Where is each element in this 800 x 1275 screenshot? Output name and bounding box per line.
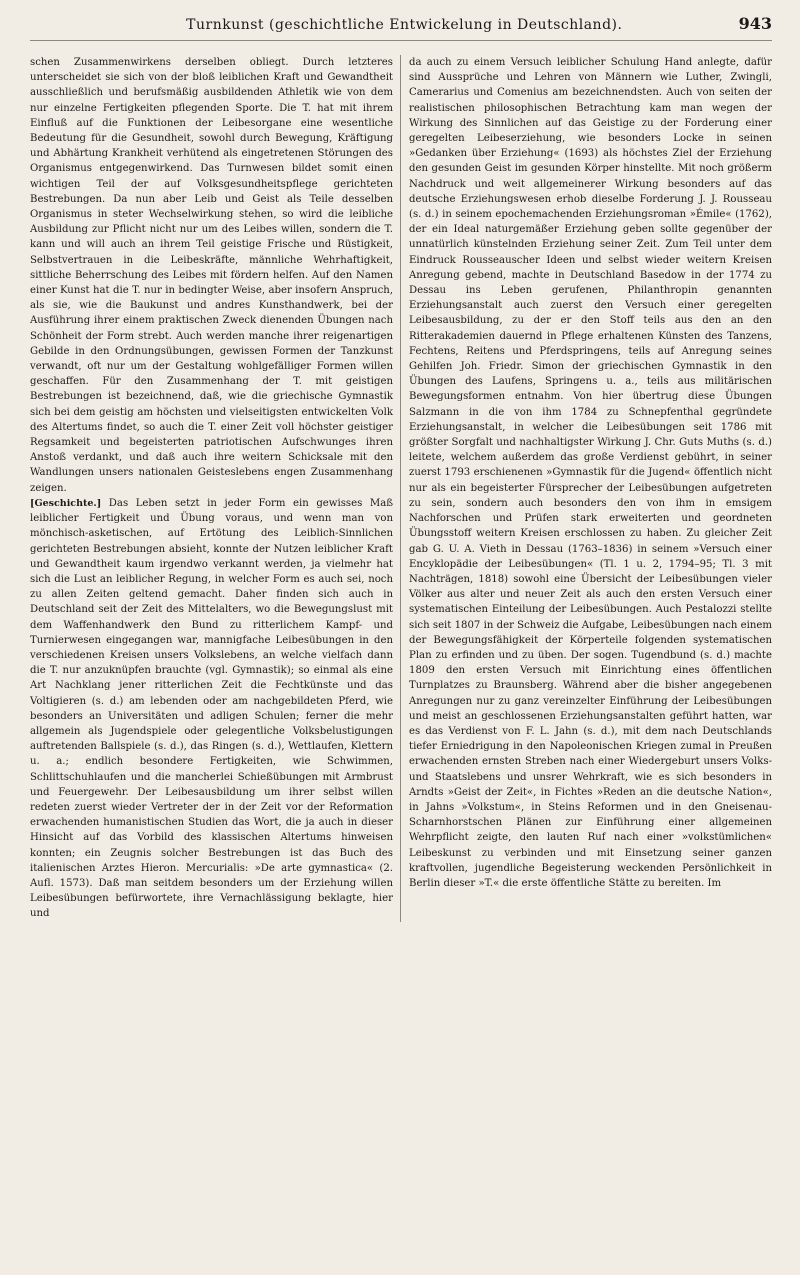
left-paragraph-1: schen Zusammenwirkens derselben obliegt. Durch letzteres unterscheidet sie sich von der bloß leiblichen Kraft und Gewandtheit ausschließlich und berufsmäßig ausbildenden Athletik wie von dem nur einzelne Fertigkeiten pflegenden Sporte. Die T. hat mit ihrem Einfluß auf die Funktionen der Leibesorgane eine wesentliche Bedeutung für die Gesundheit, sowohl durch Bewegung, Kräftigung und Abhärtung Krankheit verhütend als eingetretenen Störungen des Organismus entgegenwirkend. Das Turnwesen bildet somit einen wichtigen Teil der auf Volksgesundheitspflege gerichteten Bestrebungen. Da nun aber Leib und Geist als Teile desselben Organismus in steter Wechselwirkung stehen, so wird die leibliche Ausbildung zur Pflicht nicht nur um des Leibes willen, sondern die T. kann und will auch an ihrem Teil geistige Frische und Rüstigkeit, Selbstvertrauen in die Leibeskräfte, männliche Wehrhaftigkeit, sittliche Beherrschung des Leibes mit fördern helfen. Auf den Namen einer Kunst hat die T. nur in bedingter Weise, aber insofern Anspruch, als sie, wie die Baukunst und andres Kunsthandwerk, bei der Ausführung ihrer einem praktischen Zweck dienenden Übungen nach Schönheit der Form strebt. Auch werden manche ihrer reigenartigen Gebilde in den Ordnungsübungen, gewissen Formen der Tanzkunst verwandt, oft nur um der Gestaltung wohlgefälliger Formen willen geschaffen. Für den Zusammenhang der T. mit geistigen Bestrebungen ist bezeichnend, daß, wie die griechische Gymnastik sich bei dem geistig am höchsten und vielseitigsten entwickelten Volk des Altertums findet, so auch die T. einer Zeit voll höchster geistiger Regsamkeit und begeisterten patriotischen Aufschwunges ihren Anstoß verdankt, und daß auch ihre weitern Schicksale mit den Wandlungen unsers nationalen Geisteslebens engen Zusammenhang zeigen. — [30, 57, 393, 494]
page-header — [30, 14, 772, 41]
left-paragraph-2 — [30, 496, 393, 922]
page-number: 943 — [738, 14, 772, 33]
text-columns — [30, 55, 772, 922]
running-title: Turnkunst (geschichtliche Entwickelung in Deutschland). — [186, 17, 623, 33]
section-label-geschichte: [Geschichte.] — [30, 497, 102, 509]
left-column — [30, 55, 401, 922]
right-column — [401, 55, 772, 922]
left-paragraph-2-text: Das Leben setzt in jeder Form ein gewisses Maß leiblicher Fertigkeit und Übung voraus, und wenn man von mönchisch-asketischen, auf Ertötung des Leiblich-Sinnlichen gerichteten Bestrebungen absieht, konnte der Nutzen leiblicher Kraft und Gewandtheit kaum irgendwo verkannt werden, ja vielmehr hat sich die Lust an leiblicher Regung, in welcher Form es auch sei, noch zu allen Zeiten geltend gemacht. Daher finden sich auch in Deutschland seit der Zeit des Mittelalters, wo die Bewegungslust mit dem Waffenhandwerk den Bund zu ritterlichem Kampf- und Turnierwesen eingegangen war, mannigfache Leibesübungen in den verschiedenen Kreisen unsers Volkslebens, an welche vielfach dann die T. nur anzuknüpfen brauchte (vgl. Gymnastik); so einmal als eine Art Nachklang jener ritterlichen Zeit die Fechtkünste und das Voltigieren (s. d.) am lebenden oder am nachgebildeten Pferd, wie besonders an Universitäten und adligen Schulen; ferner die mehr allgemein als Jugendspiele oder gelegentliche Volksbelustigungen auftretenden Ballspiele (s. d.), das Ringen (s. d.), Wettlaufen, Klettern u. a.; endlich besondere Fertigkeiten, wie Schwimmen, Schlittschuhlaufen und die mancherlei Schießübungen mit Armbrust und Feuergewehr. Der Leibesausbildung um ihrer selbst willen redeten zuerst wieder Vertreter der in der Zeit vor der Reformation erwachenden humanistischen Studien das Wort, die ja auch in dieser Hinsicht auf das Vorbild des klassischen Altertums hinweisen konnten; ein Zeugnis solcher Bestrebungen ist das Buch des italienischen Arztes Hieron. Mercurialis: »De arte gymnastica« (2. Aufl. 1573). Daß man seitdem besonders um der Erziehung willen Leibesübungen befürwortete, ihre Vernachlässigung beklagte, hier und — [30, 497, 394, 920]
right-paragraph-1: da auch zu einem Versuch leiblicher Schulung Hand anlegte, dafür sind Aussprüche und Lehren von Männern wie Luther, Zwingli, Camerarius und Comenius am bezeichnendsten. Auch von seiten der realistischen philosophischen Betrachtung kam man wegen der Wirkung des Sinnlichen auf das Geistige zu der Forderung einer geregelten Leibeserziehung, wie besonders Locke in seinen »Gedanken über Erziehung« (1693) als höchstes Ziel der Erziehung den gesunden Geist im gesunden Körper hinstellte. Mit noch größerm Nachdruck und weit allgemeinerer Wirkung besonders auf das deutsche Erziehungswesen erhob dieselbe Forderung J. J. Rousseau (s. d.) in seinem epochemachenden Erziehungsroman »Émile« (1762), der ein Ideal naturgemäßer Erziehung geben sollte gegenüber der unnatürlich künstelnden Erziehung seiner Zeit. Zum Teil unter dem Eindruck Rousseauscher Ideen und selbst wieder weitern Kreisen Anregung gebend, machte in Deutschland Basedow in der 1774 zu Dessau ins Leben gerufenen, Philanthropin genannten Erziehungsanstalt auch zuerst den Versuch einer geregelten Leibesausbildung, zu der er den Stoff teils aus den an den Ritterakademien dauernd in Pflege erhaltenen Künsten des Tanzens, Fechtens, Reitens und Pferdspringens, teils auf Anregung seines Gehilfen Joh. Friedr. Simon der griechischen Gymnastik in den Übungen des Laufens, Springens u. a., teils aus militärischen Bewegungsformen entnahm. Von hier übertrug diese Übungen Salzmann in die von ihm 1784 zu Schnepfenthal gegründete Erziehungsanstalt, in welcher die Leibesübungen seit 1786 mit größter Sorgfalt und nachhaltigster Wirkung J. Chr. Guts Muths (s. d.) leitete, welchem außerdem das große Verdienst gebührt, in seiner zuerst 1793 erschienenen »Gymnastik für die Jugend« öffentlich nicht nur als ein begeisterter Fürsprecher der Leibesübungen aufgetreten zu sein, sondern auch besonders den von ihm in emsigem Nachforschen und Prüfen stark erweiterten und geordneten Übungsstoff weitern Kreisen erschlossen zu haben. Zu gleicher Zeit gab G. U. A. Vieth in Dessau (1763–1836) in seinem »Versuch einer Encyklopädie der Leibesübungen« (Tl. 1 u. 2, 1794–95; Tl. 3 mit Nachträgen, 1818) sowohl eine Übersicht der Leibesübungen vieler Völker aus alter und neuer Zeit als auch den ersten Versuch einer systematischen Einteilung der Leibesübungen. Auch Pestalozzi stellte sich seit 1807 in der Schweiz die Aufgabe, Leibesübungen nach einem der Bewegungsfähigkeit der Körperteile folgenden systematischen Plan zu erfinden und zu üben. Der sogen. Tugendbund (s. d.) machte 1809 den ersten Versuch mit Einrichtung eines öffentlichen Turnplatzes zu Braunsberg. Während aber die bisher angegebenen Anregungen nur zu ganz vereinzelter Einführung der Leibesübungen und meist an geschlossenen Erziehungsanstalten geführt hatten, war es das Verdienst von F. L. Jahn (s. d.), mit dem nach Deutschlands tiefer Erniedrigung in den Napoleonischen Kriegen zumal in Preußen erwachenden ernsten Streben nach einer Wiedergeburt unsers Volks- und Staatslebens und unsrer Wehrkraft, wie es sich besonders in Arndts »Geist der Zeit«, in Fichtes »Reden an die deutsche Nation«, in Jahns »Volkstum«, in Steins Reformen und in den Gneisenau-Scharnhorstschen Plänen zur Einführung einer allgemeinen Wehrpflicht zeigte, den lauten Ruf nach einer »volkstümlichen« Leibeskunst zu verbinden und mit Einsetzung seiner ganzen kraftvollen, jugendliche Begeisterung weckenden Persönlichkeit in Berlin dieser »T.« die erste öffentliche Stätte zu bereiten. Im — [409, 57, 772, 889]
